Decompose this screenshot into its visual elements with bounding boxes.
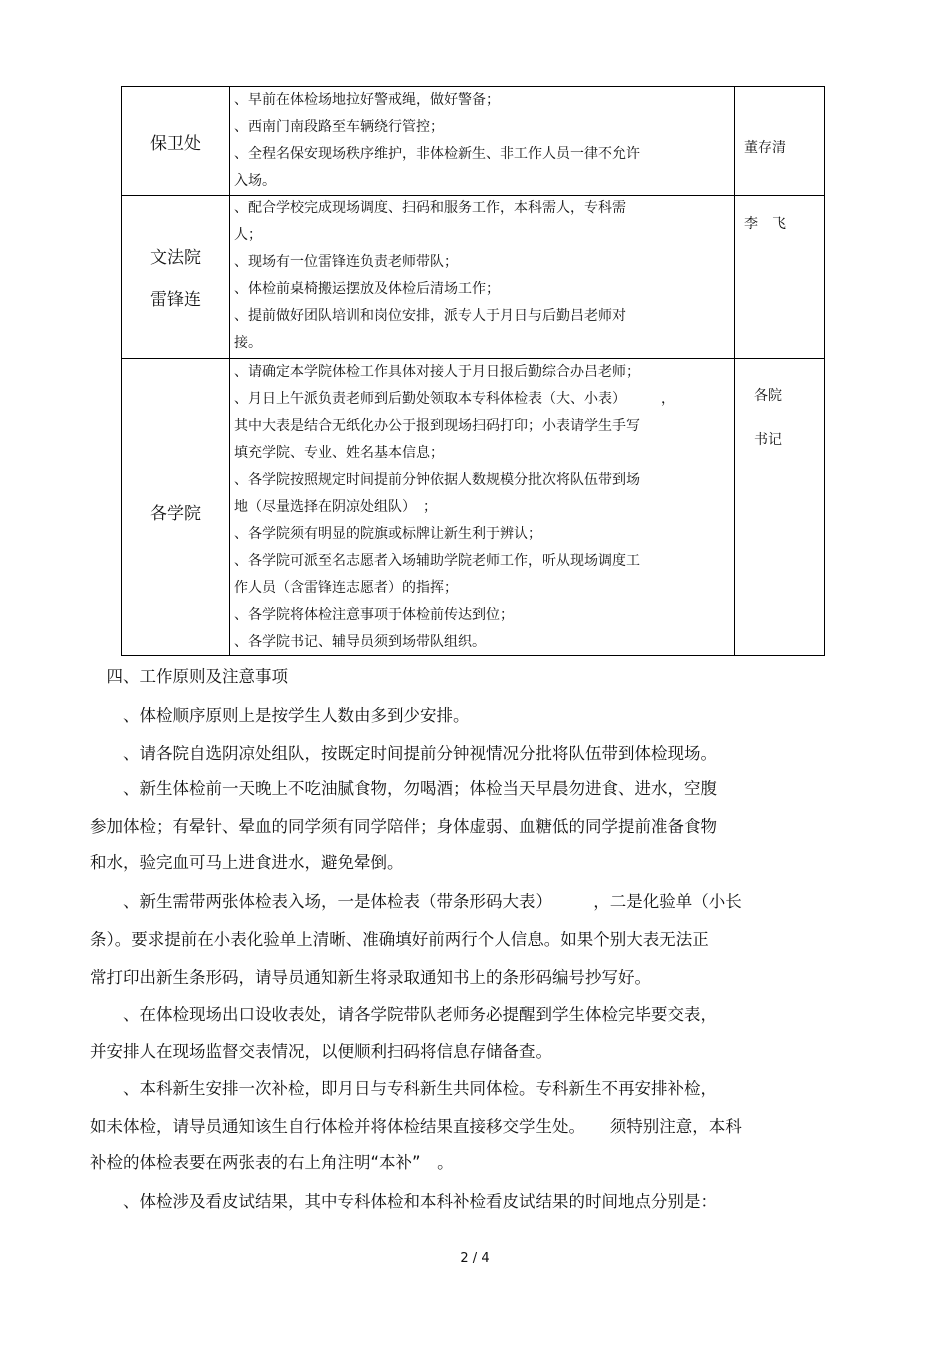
duty-line: 、早前在体检场地拉好警戒绳，做好警备； [234, 92, 500, 108]
department-cell [122, 123, 229, 165]
paragraph-line: 、请各院自选阴凉处组队，按既定时间提前分钟视情况分批将队伍带到体检现场。 [90, 744, 717, 763]
duty-line: 、各学院按照规定时间提前分钟依据人数规模分批次将队伍带到场 [234, 472, 640, 488]
responsible-cell [736, 374, 842, 462]
duty-line: 入场。 [234, 173, 276, 189]
paragraph-line: 、本科新生安排一次补检，即月日与专科新生共同体检。专科新生不再安排补检， [90, 1079, 717, 1098]
duty-line: 、各学院书记、辅导员须到场带队组织。 [234, 634, 486, 650]
responsible-name: 书记 [754, 432, 782, 448]
paragraph-line: 、在体检现场出口设收表处，请各学院带队老师务必提醒到学生体检完毕要交表， [90, 1005, 717, 1024]
duty-line: 作人员（含雷锋连志愿者）的指挥； [234, 580, 458, 596]
duty-line: 其中大表是结合无纸化办公于报到现场扫码打印；小表请学生手写 [234, 418, 640, 434]
duty-line: 、西南门南段路至车辆绕行管控； [234, 119, 444, 135]
duty-line: 人； [234, 227, 262, 243]
paragraph-line: 并安排人在现场监督交表情况，以便顺利扫码将信息存储备查。 [90, 1042, 552, 1061]
duty-line: 、各学院将体检注意事项于体检前传达到位； [234, 607, 514, 623]
duty-line: 、体检前桌椅搬运摆放及体检后清场工作； [234, 281, 500, 297]
duty-line: 、各学院可派至名志愿者入场辅助学院老师工作，听从现场调度工 [234, 553, 640, 569]
section-heading: 四、工作原则及注意事项 [90, 667, 288, 686]
page-number: 2 / 4 [460, 1251, 490, 1266]
duty-line: 、现场有一位雷锋连负责老师带队； [234, 254, 458, 270]
paragraph-line: 、体检涉及看皮试结果，其中专科体检和本科补检看皮试结果的时间地点分别是： [90, 1192, 717, 1211]
paragraph-line: 、新生体检前一天晚上不吃油腻食物，勿喝酒；体检当天早晨勿进食、进水，空腹 [90, 779, 717, 798]
duty-line: 、配合学校完成现场调度、扫码和服务工作，本科需人，专科需 [234, 200, 626, 216]
department-cell [122, 237, 229, 321]
responsibility-table [121, 86, 825, 656]
responsible-cell [736, 137, 832, 157]
duty-line: 接。 [234, 335, 262, 351]
paragraph-line: 常打印出新生条形码，请导员通知新生将录取通知书上的条形码编号抄写好。 [90, 968, 651, 987]
responsible-name: 董存清 [744, 140, 786, 156]
paragraph-line: 、体检顺序原则上是按学生人数由多到少安排。 [90, 706, 470, 725]
responsible-name: 李 飞 [744, 216, 786, 232]
department-name: 文法院 [150, 248, 201, 268]
duty-cell [234, 87, 734, 195]
duty-line: 、各学院须有明显的院旗或标牌让新生利于辨认； [234, 526, 542, 542]
paragraph-line: 、新生需带两张体检表入场，一是体检表（带条形码大表） ，二是化验单（小长 [90, 892, 742, 911]
duty-line: 、提前做好团队培训和岗位安排，派专人于月日与后勤吕老师对 [234, 308, 626, 324]
responsible-name: 各院 [754, 388, 782, 404]
responsible-cell [736, 213, 832, 233]
column-divider [734, 87, 735, 655]
duty-cell [234, 195, 734, 357]
department-name: 保卫处 [150, 134, 201, 154]
column-divider [229, 87, 230, 655]
department-name: 雷锋连 [150, 290, 201, 310]
duty-line: 、月日上午派负责老师到后勤处领取本专科体检表（大、小表） ， [234, 391, 675, 407]
duty-cell [234, 359, 734, 656]
duty-line: 地（尽量选择在阴凉处组队） ； [234, 499, 437, 515]
duty-line: 、全程名保安现场秩序维护，非体检新生、非工作人员一律不允许 [234, 146, 640, 162]
paragraph-line: 和水，验完血可马上进食进水，避免晕倒。 [90, 853, 404, 872]
duty-line: 填充学院、专业、姓名基本信息； [234, 445, 444, 461]
paragraph-line: 条）。要求提前在小表化验单上清晰、准确填好前两行个人信息。如果个别大表无法正 [90, 930, 709, 949]
paragraph-line: 补检的体检表要在两张表的右上角注明“本补” 。 [90, 1153, 454, 1172]
duty-line: 、请确定本学院体检工作具体对接人于月日报后勤综合办吕老师； [234, 364, 640, 380]
department-cell [122, 493, 229, 535]
paragraph-line: 参加体检；有晕针、晕血的同学须有同学陪伴；身体虚弱、血糖低的同学提前准备食物 [90, 817, 717, 836]
paragraph-line: 如未体检，请导员通知该生自行体检并将体检结果直接移交学生处。 须特别注意，本科 [90, 1117, 742, 1136]
department-name: 各学院 [150, 504, 201, 524]
